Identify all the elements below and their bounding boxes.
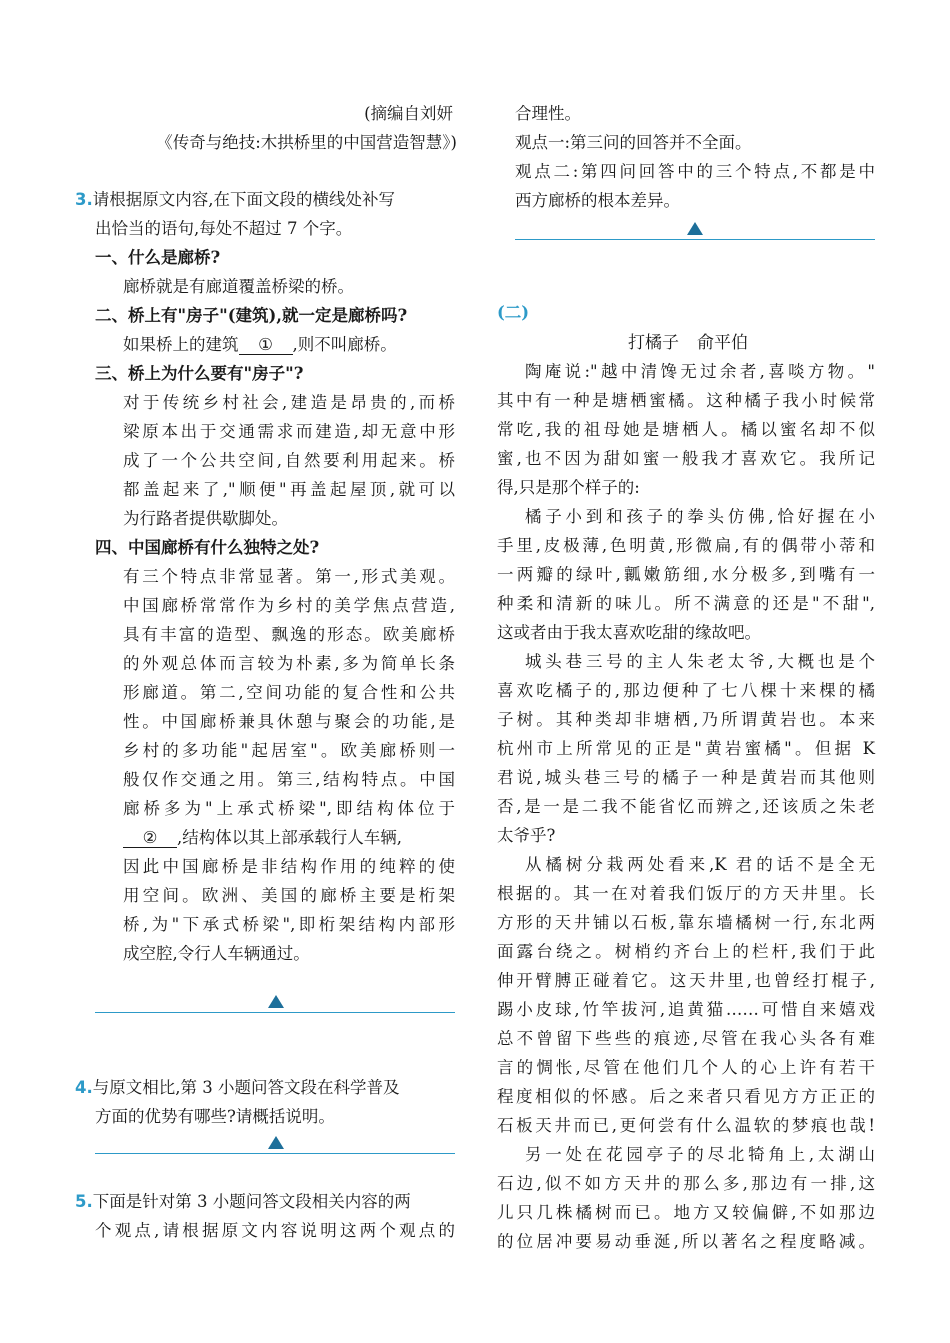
q3-section-4-line: 成空腔,令行人车辆通过。: [123, 944, 310, 963]
q3-prompt-line-1: 3.请根据原文内容,在下面文段的横线处补写: [75, 190, 395, 209]
essay-line: 喜欢吃橘子的,那边便种了七八棵十来棵的橘: [497, 681, 875, 700]
source-line-2: 《传奇与绝技:木拱桥里的中国营造智慧》): [156, 133, 457, 152]
essay-line: 程度相似的怀感。后之来者只看见方方正正的: [497, 1087, 875, 1106]
q3-section-4-line: 中国廊桥常常作为乡村的美学焦点营造,: [123, 596, 455, 615]
answer-area-triangle-icon: [687, 222, 703, 235]
essay-line: 石板天井而已,更何尝有什么温软的梦痕也哉!: [497, 1116, 875, 1135]
q4-number: 4.: [75, 1078, 93, 1097]
essay-title: [497, 333, 879, 353]
essay-line: 言的惆怅,尽管在他们几个人的心上许有若干: [497, 1058, 875, 1077]
essay-line: 儿只几株橘树而已。地方又较偏僻,不如那边: [497, 1203, 875, 1222]
essay-line: 总不曾留下些些的痕迹,尽管在我心头各有难: [497, 1029, 875, 1048]
answer-blank-1[interactable]: ①: [239, 336, 293, 355]
q3-section-3-heading: 三、桥上为什么要有"房子"?: [95, 364, 304, 383]
section-heading: (二): [497, 303, 530, 322]
q3-number: 3.: [75, 190, 93, 209]
q3-section-3-line: 成了一个公共空间,自然要利用起来。桥: [123, 451, 455, 470]
essay-line: 橘子小到和孩子的拳头仿佛,恰好握在小: [525, 507, 875, 526]
q3-section-3-line: 都盖起来了,"顺便"再盖起屋顶,就可以: [123, 480, 455, 499]
q3-section-4-line: 性。中国廊桥兼具休憩与聚会的功能,是: [123, 712, 455, 731]
answer-rule: [515, 239, 875, 240]
essay-line: 陶庵说:"越中清馋无过余者,喜啖方物。": [525, 362, 875, 381]
q3-section-2-heading: 二、桥上有"房子"(建筑),就一定是廊桥吗?: [95, 306, 408, 325]
q5-continued-line: 合理性。: [515, 104, 581, 123]
essay-line: 伸开臂膊正碰着它。这天井里,也曾经打棍子,: [497, 971, 875, 990]
essay-line: 得,只是那个样子的:: [497, 478, 640, 497]
essay-line: 子树。其种类却非塘栖,乃所谓黄岩也。本来: [497, 710, 875, 729]
q3-section-3-line: 为行路者提供歇脚处。: [123, 509, 288, 528]
essay-line: 手里,皮极薄,色明黄,形微扁,有的偶带小蒂和: [497, 536, 875, 555]
q3-section-2-body: 如果桥上的建筑 ① ,则不叫廊桥。: [123, 335, 397, 354]
q3-section-4-line: 具有丰富的造型、飘逸的形态。欧美廊桥: [123, 625, 455, 644]
q5-prompt-line-1: 5.下面是针对第 3 小题问答文段相关内容的两: [75, 1192, 411, 1211]
essay-line: 的位居冲要易动垂涎,所以著名之程度略减。: [497, 1232, 875, 1251]
essay-line: 否,是一是二我不能省忆而辨之,还该质之朱老: [497, 797, 875, 816]
q3-section-3-line: 对于传统乡村社会,建造是昂贵的,而桥: [123, 393, 455, 412]
answer-area-triangle-icon: [268, 995, 284, 1008]
answer-rule: [95, 1153, 455, 1154]
q5-prompt-line-2: 个观点,请根据原文内容说明这两个观点的: [95, 1221, 455, 1240]
q3-section-4-blank-line: ② ,结构体以其上部承载行人车辆,: [123, 828, 402, 848]
q3-section-4-line: 的外观总体而言较为朴素,多为简单长条: [123, 654, 455, 673]
q3-section-4-line: 般仅作交通之用。第三,结构特点。中国: [123, 770, 455, 789]
answer-rule: [95, 1012, 455, 1013]
q5-viewpoint-2-cont: 西方廊桥的根本差异。: [515, 191, 680, 210]
q3-section-3-line: 梁原本出于交通需求而建造,却无意中形: [123, 422, 455, 441]
essay-line: 方形的天井铺以石板,靠东墙橘树一行,东北两: [497, 913, 875, 932]
essay-line: 石边,似不如方天井的那么多,那边有一排,这: [497, 1174, 875, 1193]
essay-line: 另一处在花园亭子的尽北犄角上,太湖山: [525, 1145, 875, 1164]
essay-line: 从橘树分栽两处看来,K 君的话不是全无: [525, 855, 875, 874]
essay-line: 蜜,也不因为甜如蜜一般我才喜欢它。我所记: [497, 449, 875, 468]
essay-title-text: 打橘子: [628, 333, 679, 353]
essay-line: 常吃,我的祖母她是塘栖人。橘以蜜名却不似: [497, 420, 875, 439]
q4-prompt-line-1: 4.与原文相比,第 3 小题问答文段在科学普及: [75, 1078, 400, 1097]
q3-section-4-line: 乡村的多功能"起居室"。欧美廊桥则一: [123, 741, 455, 760]
essay-line: 杭州市上所常见的正是"黄岩蜜橘"。但据 K: [497, 739, 875, 758]
q3-section-1-heading: 一、什么是廊桥?: [95, 248, 221, 267]
essay-line: 太爷乎?: [497, 826, 556, 845]
q5-viewpoint-2: 观点二:第四问回答中的三个特点,不都是中: [515, 162, 875, 181]
q3-section-4-line: 形廊道。第二,空间功能的复合性和公共: [123, 683, 455, 702]
q3-section-4-line: 用空间。欧洲、美国的廊桥主要是桁架: [123, 886, 455, 905]
essay-author: 俞平伯: [697, 333, 748, 353]
q5-viewpoint-1: 观点一:第三问的回答并不全面。: [515, 133, 752, 152]
q5-number: 5.: [75, 1192, 93, 1211]
q4-prompt-line-2: 方面的优势有哪些?请概括说明。: [95, 1107, 335, 1126]
q3-section-4-line: 廊桥多为"上承式桥梁",即结构体位于: [123, 799, 455, 818]
essay-line: 这或者由于我太喜欢吃甜的缘故吧。: [497, 623, 761, 642]
q3-section-4-line: 因此中国廊桥是非结构作用的纯粹的使: [123, 857, 455, 876]
answer-blank-2[interactable]: ②: [123, 829, 177, 848]
essay-line: 面露台绕之。树梢约齐台上的栏杆,我们于此: [497, 942, 875, 961]
essay-line: 君说,城头巷三号的橘子一种是黄岩而其他则: [497, 768, 875, 787]
q3-section-4-line: 桥,为"下承式桥梁",即桁架结构内部形: [123, 915, 455, 934]
q3-section-4-heading: 四、中国廊桥有什么独特之处?: [95, 538, 320, 557]
essay-line: 踢小皮球,竹竿拔河,追黄猫……可惜自来嬉戏: [497, 1000, 875, 1019]
essay-line: 城头巷三号的主人朱老太爷,大概也是个: [525, 652, 875, 671]
essay-line: 种柔和清新的味儿。所不满意的还是"不甜",: [497, 594, 875, 613]
essay-line: 一两瓣的绿叶,瓤嫩筋细,水分极多,到嘴有一: [497, 565, 875, 584]
q3-section-4-line: 有三个特点非常显著。第一,形式美观。: [123, 567, 455, 586]
q3-section-1-body: 廊桥就是有廊道覆盖桥梁的桥。: [123, 277, 354, 296]
q3-prompt-line-2: 出恰当的语句,每处不超过 7 个字。: [95, 219, 353, 238]
answer-area-triangle-icon: [268, 1136, 284, 1149]
essay-line: 其中有一种是塘栖蜜橘。这种橘子我小时候常: [497, 391, 875, 410]
essay-line: 根据的。其一在对着我们饭厅的方天井里。长: [497, 884, 875, 903]
source-line-1: (摘编自刘妍: [364, 104, 453, 123]
